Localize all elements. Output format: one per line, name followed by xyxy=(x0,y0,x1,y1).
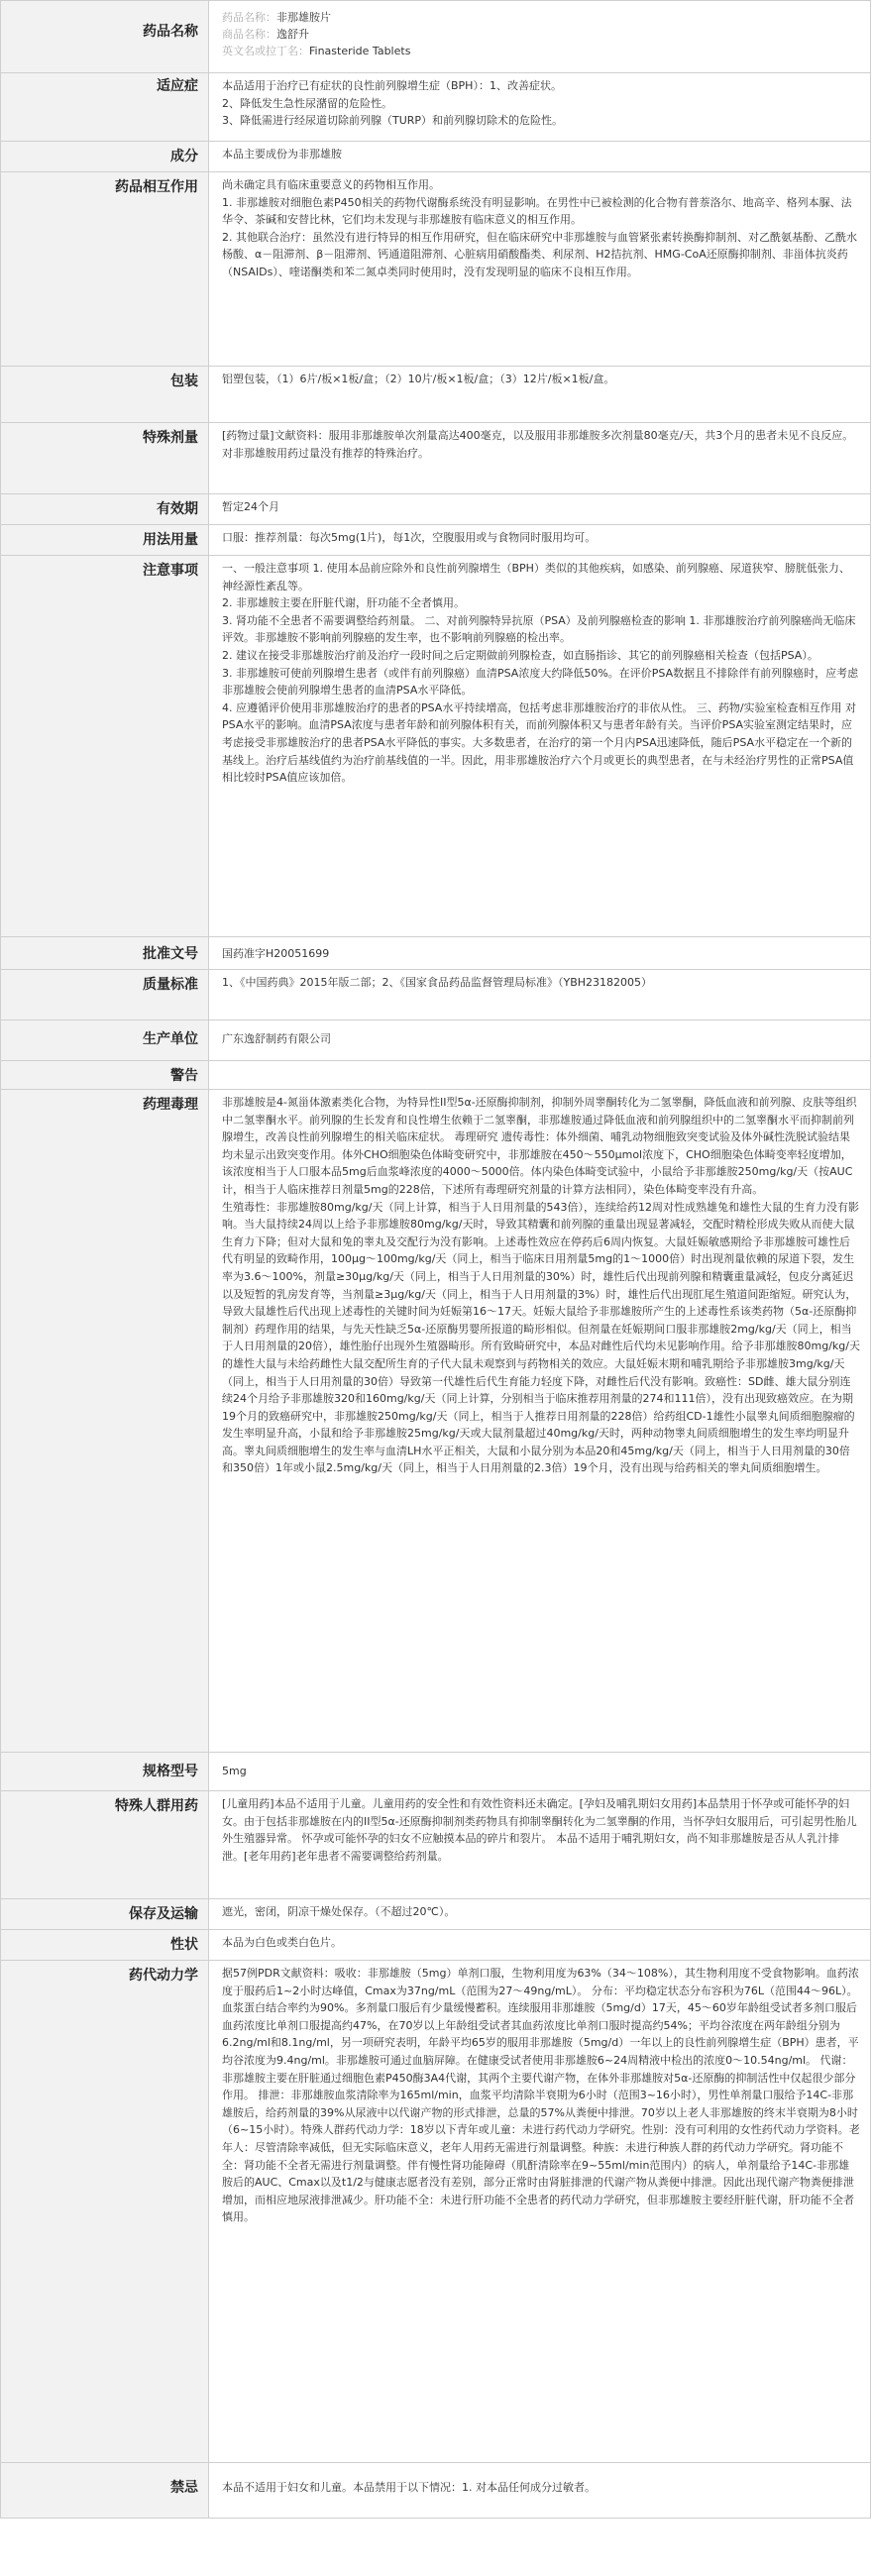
row-size xyxy=(1,1753,871,1791)
value-special-dose xyxy=(209,423,870,493)
english-name-value: Finasteride Tablets xyxy=(309,45,411,57)
indications-text: 本品适用于治疗已有症状的良性前列腺增生症（BPH）：1、改善症状。 2、降低发生急性尿潴留的危险性。 3、降低需进行经尿道切除前列腺（TURP）和前列腺切除术的危险性。 xyxy=(222,79,564,128)
brand-name-value: 逸舒升 xyxy=(276,28,309,41)
contraindications-text: 本品不适用于妇女和儿童。本品禁用于以下情况：1. 对本品任何成分过敏者。 xyxy=(222,2481,596,2494)
label-pharmacology: 药理毒理 xyxy=(1,1090,209,1752)
label-indications: 适应症 xyxy=(1,73,209,141)
row-special-people xyxy=(1,1791,871,1899)
value-traits xyxy=(209,1930,870,1960)
row-precautions xyxy=(1,556,871,937)
special-people-text: [儿童用药]本品不适用于儿童。儿童用药的安全性和有效性资料还未确定。[孕妇及哺乳期妇女用药]本品禁用于怀孕或可能怀孕的妇女。由于包括非那雄胺在内的II型5α-还原酶抑制剂类药物具有抑制睾酮转化为二氢睾酮的作用，当怀孕妇女服用后，可引起男性胎儿外生殖器异常。 怀孕或可能怀孕的妇女不应触摸本品的碎片和裂片。 本品不适用于哺乳期妇女，尚不知非那雄胺是否从人乳汁排泄。[老年用药]老年患者不需要调整给药剂量。 xyxy=(222,1797,857,1863)
label-manufacturer: 生产单位 xyxy=(1,1020,209,1060)
label-warning: 警告 xyxy=(1,1061,209,1089)
row-composition xyxy=(1,142,871,172)
value-interactions xyxy=(209,172,870,366)
row-manufacturer xyxy=(1,1020,871,1061)
storage-text: 遮光，密闭，阴凉干燥处保存。（不超过20℃）。 xyxy=(222,1905,456,1918)
english-name-line xyxy=(222,43,860,59)
english-name-key: 英文名或拉丁名： xyxy=(222,45,309,57)
package-text: 铝塑包装，（1）6片/板×1板/盒；（2）10片/板×1板/盒；（3）12片/板×1板/盒。 xyxy=(222,373,615,385)
pharmacology-text: 非那雄胺是4-氮甾体激素类化合物，为特异性II型5α-还原酶抑制剂，抑制外周睾酮转化为二氢睾酮，降低血液和前列腺、皮肤等组织中二氢睾酮水平。前列腺的生长发育和良性增生依赖于二氢睾酮，非那雄胺通过降低血液和前列腺组织中的二氢睾酮水平而抑制前列腺增生，改善良性前列腺增生的相关临床症状。 毒理研究 遗传毒性：体外细菌、哺乳动物细胞致突变试验及体外碱性洗脱试验结果均未显示出致突变作用。体外CHO细胞染色体畸变研究中，非那雄胺在450～550μmol浓度下，CHO细胞染色体畸变率轻度增加，该浓度相当于人口服本品5mg后血浆峰浓度的4000～5000倍。体内染色体畸变试验中，小鼠给予非那雄胺250mg/kg/天（按AUC计，相当于人临床推荐日剂量5mg的228倍，下述所有毒理研究剂量的计算方法相同），染色体畸变率没有升高。 生殖毒性：非那雄胺80mg/kg/天（同上计算，相当于人日用剂量的543倍），连续给药12周对性成熟雄兔和雄性大鼠的生育力没有影响。当大鼠持续24周以上给予非那雄胺80mg/kg/天时，导致其精囊和前列腺的重量出现显著减轻，交配时精栓形成失败从而使大鼠生育力下降；但对大鼠和兔的睾丸及交配行为没有影响。上述毒性效应在停药后6周内恢复。大鼠妊娠敏感期给予非那雄胺可雄性后代有明显的致畸作用，100μg～100mg/kg/天（同上，相当于临床日用剂量5mg的1～1000倍）时出现剂量依赖的尿道下裂，发生率为3.6～100%，剂量≥30μg/kg/天（同上，相当于人日用剂量的30%）时，雄性后代出现前列腺和精囊重量减轻，包皮分离延迟以及短暂的乳房发育等，当剂量≥3μg/kg/天（同上，相当于人日用剂量的3%）时，雄性后代出现肛尾生殖道间距缩短。研究认为，导致大鼠雄性后代出现上述毒性的关键时间为妊娠第16～17天。妊娠大鼠给予非那雄胺所产生的上述毒性系该类药物（5α-还原酶抑制剂）药理作用的结果，与先天性缺乏5α-还原酶男婴所报道的畸形相似。但剂量在妊娠期间口服非那雄胺2mg/kg/天（同上，相当于人日用剂量的20倍），雄性胎仔出现外生殖器畸形。所有致畸研究中，本品对雌性后代均未见影响作用。给予非那雄胺80mg/kg/天的雄性大鼠与未给药雌性大鼠交配所生育的子代大鼠未观察到与药物相关的效应。大鼠妊娠末期和哺乳期给予非那雄胺3mg/kg/天（同上，相当于人日用剂量的30倍）导致第一代雄性后代生育能力轻度下降，对雌性后代没有影响。致癌性：SD雌、雄大鼠分别连续24个月给予非那雄胺320和160mg/kg/天（同上计算，分别相当于临床推荐用剂量的274和111倍），没有出现致癌效应。在为期19个月的致癌研究中，非那雄胺250mg/kg/天（同上，相当于人推荐日用剂量的228倍）给药组CD-1雄性小鼠睾丸间质细胞腺瘤的发生率明显升高，小鼠和给予非那雄胺25mg/kg/天或大鼠剂量超过40mg/kg/天时，两种动物睾丸间质细胞增生的发生率均明显升高。睾丸间质细胞增生的发生率与血清LH水平正相关，大鼠和小鼠分别为本品20和45mg/kg/天（同上，相当于人日用剂量的30倍和350倍）1年或小鼠2.5mg/kg/天（同上，相当于人日用剂量的2.3倍）19个月，没有出现与给药相关的睾丸间质细胞增生。 xyxy=(222,1096,860,1475)
value-drug-name xyxy=(209,1,870,72)
row-indications xyxy=(1,73,871,142)
value-approval xyxy=(209,937,870,969)
value-precautions xyxy=(209,556,870,936)
row-kinetics xyxy=(1,1961,871,2463)
generic-name-line xyxy=(222,9,860,26)
value-size xyxy=(209,1753,870,1790)
row-drug-name xyxy=(1,1,871,73)
kinetics-text: 据57例PDR文献资料：吸收：非那雄胺（5mg）单剂口服，生物利用度为63%（34～108%），其生物利用度不受食物影响。血药浓度于服药后1~2小时达峰值，Cmax为37ng/mL（范围为27～49ng/mL）。 分布：平均稳定状态分布容积为76L（范围44～96L）。血浆蛋白结合率约为90%。多剂量口服后有少量缓慢蓄积。连续服用非那雄胺（5mg/d）17天，45～60岁年龄组受试者多剂口服后血药浓度比单剂口服提高约47%，在70岁以上年龄组受试者其血药浓度比单剂口服时提高约54%；平均谷浓度在两年龄组分别为6.2ng/ml和8.1ng/ml，另一项研究表明，年龄平均65岁的服用非那雄胺（5mg/d）一年以上的良性前列腺增生症（BPH）患者，平均谷浓度为9.4ng/ml。非那雄胺可通过血脑屏障。在健康受试者使用非那雄胺6~24周精液中检出的浓度0～10.54ng/ml。 代谢：非那雄胺主要在肝脏通过细胞色素P450酶3A4代谢，其两个主要代谢产物，在体外非那雄胺对5α-还原酶的抑制活性中仅起很少部分作用。 排泄：非那雄胺血浆清除率为165ml/min，血浆平均清除半衰期为6小时（范围3~16小时），男性单剂量口服给予14C-非那雄胺后，给药剂量的39%从尿液中以代谢产物的形式排泄，总量的57%从粪便中排泄。70岁以上老人非那雄胺的终末半衰期为8小时（6~15小时）。特殊人群药代动力学：18岁以下青年或儿童：未进行药代动力学研究。性别：没有可利用的女性药代动力学资料。老年人：尽管清除率减低，但无实际临床意义，老年人用药无需进行剂量调整。种族：未进行种族人群的药代动力学研究。肾功能不全：肾功能不全者无需进行剂量调整。伴有慢性肾功能障碍（肌酐清除率在9~55ml/min范围内）的病人，单剂量给予14C-非那雄胺后的AUC、Cmax以及t1/2与健康志愿者没有差别，部分正常时由肾脏排泄的代谢产物从粪便中排泄。因此出现代谢产物粪便排泄增加，而相应地尿液排泄减少。肝功能不全：未进行肝功能不全患者的药代动力学研究，但非那雄胺主要经肝脏代谢，肝功能不全者慎用。 xyxy=(222,1967,860,2224)
value-warning xyxy=(209,1061,870,1089)
brand-name-key: 商品名称： xyxy=(222,28,276,41)
brand-name-line xyxy=(222,26,860,43)
row-storage xyxy=(1,1899,871,1930)
label-special-people: 特殊人群用药 xyxy=(1,1791,209,1898)
label-approval: 批准文号 xyxy=(1,937,209,969)
value-special-people xyxy=(209,1791,870,1898)
label-size: 规格型号 xyxy=(1,1753,209,1790)
label-validity: 有效期 xyxy=(1,494,209,524)
label-contraindications: 禁忌 xyxy=(1,2463,209,2518)
label-composition: 成分 xyxy=(1,142,209,171)
row-traits xyxy=(1,1930,871,1961)
label-kinetics: 药代动力学 xyxy=(1,1961,209,2462)
value-storage xyxy=(209,1899,870,1929)
size-text: 5mg xyxy=(222,1765,247,1777)
row-contraindications xyxy=(1,2463,871,2519)
traits-text: 本品为白色或类白色片。 xyxy=(222,1936,342,1949)
label-storage: 保存及运输 xyxy=(1,1899,209,1929)
manufacturer-text: 广东逸舒制药有限公司 xyxy=(222,1032,331,1045)
interactions-text: 尚未确定具有临床重要意义的药物相互作用。 1. 非那雄胺对细胞色素P450相关的药物代谢酶系统没有明显影响。在男性中已被检测的化合物有普萘洛尔、地高辛、格列本脲、法华令、茶碱和安替比林，它们均未发现与非那雄胺有临床意义的相互作用。 2. 其他联合治疗：虽然没有进行特异的相互作用研究，但在临床研究中非那雄胺与血管紧张素转换酶抑制剂、对乙酰氨基酚、乙酰水杨酸、α－阻滞剂、β－阻滞剂、钙通道阻滞剂、心脏病用硝酸酯类、利尿剂、H2拮抗剂、HMG-CoA还原酶抑制剂、非甾体抗炎药（NSAIDs）、喹诺酮类和苯二氮卓类同时使用时，没有发现明显的临床不良相互作用。 xyxy=(222,178,857,278)
generic-name-value: 非那雄胺片 xyxy=(276,11,331,24)
label-interactions: 药品相互作用 xyxy=(1,172,209,366)
label-precautions: 注意事项 xyxy=(1,556,209,936)
composition-text: 本品主要成份为非那雄胺 xyxy=(222,148,342,161)
approval-text: 国药准字H20051699 xyxy=(222,947,330,960)
standard-text: 1、《中国药典》2015年版二部；2、《国家食品药品监督管理局标准》（YBH23182005） xyxy=(222,976,653,989)
row-validity xyxy=(1,494,871,525)
value-standard xyxy=(209,970,870,1020)
row-warning xyxy=(1,1061,871,1090)
value-contraindications xyxy=(209,2463,870,2518)
usage-text: 口服：推荐剂量：每次5mg(1片)，每1次，空腹服用或与食物同时服用均可。 xyxy=(222,531,597,544)
label-package: 包装 xyxy=(1,367,209,422)
row-special-dose xyxy=(1,423,871,494)
special-dose-text: [药物过量]文献资料：服用非那雄胺单次剂量高达400毫克，以及服用非那雄胺多次剂量80毫克/天，共3个月的患者未见不良反应。对非那雄胺用药过量没有推荐的特殊治疗。 xyxy=(222,429,854,460)
row-package xyxy=(1,367,871,423)
value-usage xyxy=(209,525,870,555)
label-traits: 性状 xyxy=(1,1930,209,1960)
label-standard: 质量标准 xyxy=(1,970,209,1020)
validity-text: 暂定24个月 xyxy=(222,500,279,513)
value-manufacturer xyxy=(209,1020,870,1060)
label-special-dose: 特殊剂量 xyxy=(1,423,209,493)
value-validity xyxy=(209,494,870,524)
value-pharmacology xyxy=(209,1090,870,1752)
row-usage xyxy=(1,525,871,556)
label-usage: 用法用量 xyxy=(1,525,209,555)
precautions-text: 一、一般注意事项 1. 使用本品前应除外和良性前列腺增生（BPH）类似的其他疾病，如感染、前列腺癌、尿道狭窄、膀胱低张力、神经源性紊乱等。 2. 非那雄胺主要在肝脏代谢，肝功能不全者慎用。 3. 肾功能不全患者不需要调整给药剂量。 二、对前列腺特异抗原（PSA）及前列腺癌检查的影响 1. 非那雄胺治疗前列腺癌尚无临床评效。非那雄胺不影响前列腺癌的发生率，也不影响前列腺癌的检出率。 2. 建议在接受非那雄胺治疗前及治疗一段时间之后定期做前列腺检查，如直肠指诊、其它的前列腺癌相关检查（包括PSA）。 3. 非那雄胺可使前列腺增生患者（或伴有前列腺癌）血清PSA浓度大约降低50%。在评价PSA数据且不排除伴有前列腺癌时，应考虑非那雄胺会使前列腺增生患者的血清PSA水平降低。 4. 应遵循评价使用非那雄胺治疗的患者的PSA水平持续增高，包括考虑非那雄胺治疗的非依从性。 三、药物/实验室检查相互作用 对PSA水平的影响。血清PSA浓度与患者年龄和前列腺体积有关，而前列腺体积又与患者年龄有关。当评价PSA实验室测定结果时，应考虑接受非那雄胺治疗的患者PSA水平降低的事实。大多数患者，在治疗的第一个月内PSA迅速降低，随后PSA水平稳定在一个新的基线上。治疗后基线值约为治疗前基线值的一半。因此，用非那雄胺治疗六个月或更长的典型患者，在与未经治疗男性的正常PSA值相比较时PSA值应该加倍。 xyxy=(222,562,859,785)
value-composition xyxy=(209,142,870,171)
row-approval xyxy=(1,937,871,970)
generic-name-key: 药品名称： xyxy=(222,11,276,24)
row-pharmacology xyxy=(1,1090,871,1753)
value-indications xyxy=(209,73,870,141)
row-interactions xyxy=(1,172,871,367)
value-package xyxy=(209,367,870,422)
value-kinetics xyxy=(209,1961,870,2462)
label-drug-name: 药品名称 xyxy=(1,1,209,72)
row-standard xyxy=(1,970,871,1020)
